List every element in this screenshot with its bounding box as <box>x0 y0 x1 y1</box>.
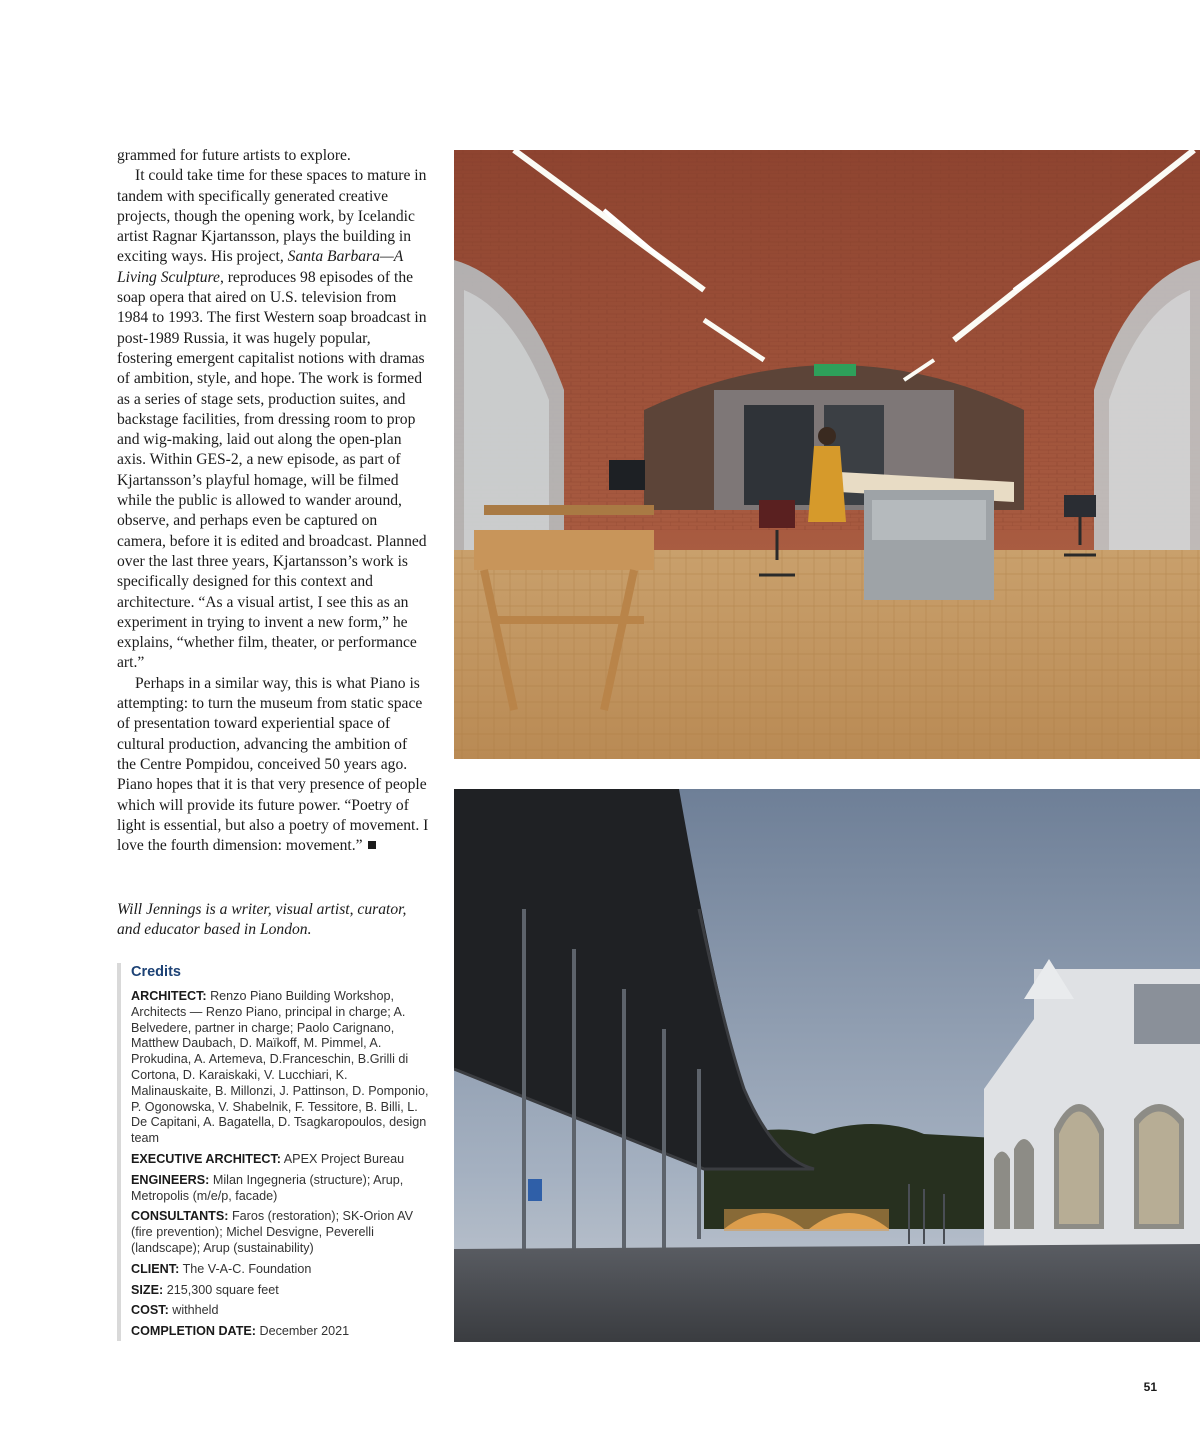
credit-label: COST: <box>131 1303 169 1318</box>
workshop-interior-illustration <box>454 150 1200 759</box>
credit-row <box>131 1283 429 1299</box>
credit-value: withheld <box>172 1303 219 1318</box>
credit-row <box>131 1262 429 1278</box>
article-text: Perhaps in a similar way, this is what Piano is attempting: to turn the museum from static space of presentation toward experiential space of cultural production, advancing the ambition of the Centre Pompidou, conceived 50 years ago. Piano hopes that it is that very presence of people which will provide its future power. “Poetry of light is essential, but also a poetry of movement. I love the fourth dimension: movement.” <box>117 674 429 855</box>
artwork-title: Santa Barbara—A Living Sculpture <box>117 248 404 286</box>
credit-label: SIZE: <box>131 1282 164 1297</box>
credit-label: EXECUTIVE ARCHITECT: <box>131 1151 281 1166</box>
credit-row <box>131 1209 429 1256</box>
credit-row <box>131 989 429 1147</box>
credit-value: December 2021 <box>259 1324 350 1339</box>
credit-row <box>131 1324 429 1340</box>
exterior-dusk-illustration <box>454 789 1200 1342</box>
article-paragraph <box>117 166 429 673</box>
author-bio: Will Jennings is a writer, visual artist, curator, and educator based in London. <box>117 901 407 939</box>
credits-heading: Credits <box>131 964 181 980</box>
credit-label: ENGINEERS: <box>131 1172 210 1187</box>
credit-value: Renzo Piano Building Workshop, Architects — Renzo Piano, principal in charge; A. Belvedere, partner in charge; Paolo Carignano, Matthew Daubach, D. Maïkoff, M. Pimmel, A. Prokudina, A. Artemeva, D.Franceschin, B.Grilli di Cortona, D. Karaiskaki, V. Lucchiari, K. Malinauskaite, B. Millonzi, J. Pattinson, D. Pomponio, P. Ogonowska, V. Shabelnik, F. Tessitore, B. Billi, L. De Capitani, A. Bagatella, D. Tsagkaropoulos, design team <box>131 989 429 1146</box>
credit-label: COMPLETION DATE: <box>131 1324 256 1339</box>
credits-box <box>117 963 429 1341</box>
article-body <box>117 146 429 856</box>
article-text: , reproduces 98 episodes of the soap opera that aired on U.S. television from 1984 to 1993. The first Western soap broadcast in post-1989 Russia, it was hugely popular, fostering emergent capitalist notions with dramas of ambition, style, and hope. The work is formed as a series of stage sets, production suites, and backstage facilities, from dressing room to prop and wig-making, laid out along the open-plan axis. Within GES-2, a new episode, as part of Kjartansson’s playful homage, will be filmed while the public is allowed to wander around, observe, and perhaps even be captured on camera, before it is edited and broadcast. Planned over the last three years, Kjartansson’s work is specifically designed for this context and architecture. “As a visual artist, I see this as an experiment in trying to invent a new form,” he explains, “whether film, theater, or performance art.” <box>117 268 427 672</box>
article-text: It could take time for these spaces to mature in tandem with specifically generated creative projects, though the opening work, by Icelandic artist Ragnar Kjartansson, plays the building in exciting ways. His project, <box>117 167 427 266</box>
credit-row <box>131 1173 429 1205</box>
article-paragraph <box>117 674 429 857</box>
credit-label: ARCHITECT: <box>131 989 207 1003</box>
credit-value: 215,300 square feet <box>166 1282 279 1297</box>
credit-row <box>131 1303 429 1319</box>
credit-label: CONSULTANTS: <box>131 1209 229 1224</box>
credit-value: Faros (restoration); SK-Orion AV (fire prevention); Michel Desvigne, Peverelli (landscape); Arup (sustainability) <box>131 1209 414 1255</box>
credit-value: APEX Project Bureau <box>283 1151 405 1166</box>
credit-value: Milan Ingegneria (structure); Arup, Metropolis (m/e/p, facade) <box>131 1172 404 1203</box>
end-mark-icon <box>368 841 376 849</box>
credit-value: The V-A-C. Foundation <box>182 1261 312 1276</box>
exterior-dusk-photo <box>454 789 1200 1342</box>
workshop-interior-photo <box>454 150 1200 759</box>
credit-row <box>131 1152 429 1168</box>
page-number: 51 <box>1143 1380 1157 1394</box>
article-paragraph: grammed for future artists to explore. <box>117 147 351 164</box>
credit-label: CLIENT: <box>131 1261 180 1276</box>
